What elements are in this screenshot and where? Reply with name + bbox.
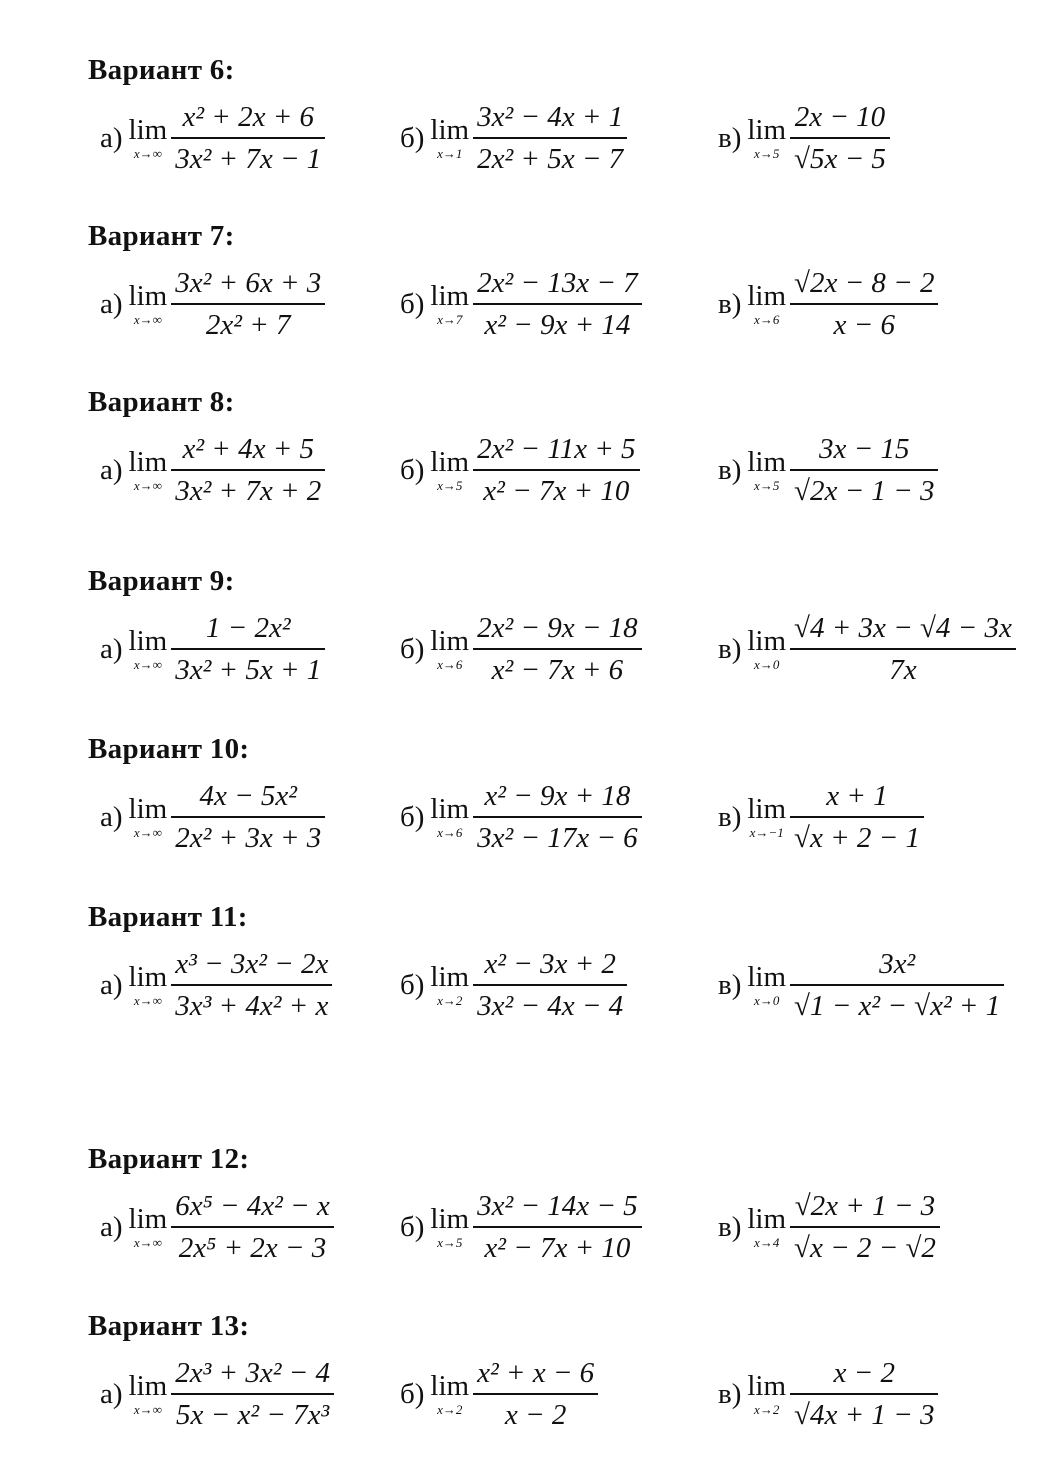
limit-subscript: x→∞ (133, 657, 162, 672)
problem-row (88, 254, 1028, 354)
denominator: 2x² + 7 (205, 309, 291, 341)
denominator: √2x − 1 − 3 (794, 475, 935, 507)
problem-label: в) (718, 800, 742, 833)
limit-subscript: x→2 (437, 1402, 463, 1417)
problem-label: б) (400, 121, 425, 154)
lim-word: lim (128, 1203, 168, 1235)
limit-operator (747, 627, 786, 671)
variant-block (88, 52, 1028, 188)
fraction (171, 1186, 334, 1268)
problem-label: а) (100, 287, 123, 320)
numerator: 3x² (879, 948, 916, 980)
limit-operator (129, 1372, 168, 1416)
limit-subscript: x→5 (754, 478, 780, 493)
problem-label: б) (400, 453, 425, 486)
limit-problem (400, 599, 642, 699)
fraction (171, 263, 325, 345)
variant-title: Вариант 6: (88, 54, 235, 86)
numerator: x² + x − 6 (477, 1357, 595, 1389)
limit-problem (400, 767, 642, 867)
problem-label: в) (718, 121, 742, 154)
lim-word: lim (128, 961, 168, 993)
fraction (171, 429, 325, 511)
limit-operator (747, 448, 786, 492)
limit-subscript: x→7 (437, 312, 463, 327)
limit-problem (100, 935, 332, 1035)
fraction (473, 776, 642, 858)
denominator: x² − 9x + 14 (484, 309, 631, 341)
limit-problem (100, 1177, 334, 1277)
numerator: x² − 3x + 2 (484, 948, 616, 980)
lim-word: lim (430, 625, 470, 657)
limit-operator (430, 116, 469, 160)
lim-word: lim (430, 114, 470, 146)
fraction (790, 944, 1004, 1026)
limit-problem (718, 1344, 938, 1444)
lim-word: lim (747, 1370, 787, 1402)
denominator: √1 − x² − √x² + 1 (794, 990, 1001, 1022)
problem-label: а) (100, 453, 123, 486)
problem-label: а) (100, 1210, 123, 1243)
fraction (473, 608, 642, 690)
denominator: 3x² + 5x + 1 (175, 654, 322, 686)
lim-word: lim (128, 280, 168, 312)
problem-label: в) (718, 1210, 742, 1243)
numerator: 6x⁵ − 4x² − x (175, 1190, 330, 1222)
fraction (790, 776, 924, 858)
fraction (473, 429, 639, 511)
variant-title: Вариант 12: (88, 1143, 250, 1175)
fraction (473, 263, 642, 345)
lim-word: lim (430, 1370, 470, 1402)
limit-subscript: x→∞ (133, 825, 162, 840)
problem-label: б) (400, 1210, 425, 1243)
limit-subscript: x→∞ (133, 993, 162, 1008)
numerator: 3x² − 4x + 1 (477, 101, 624, 133)
limit-subscript: x→2 (754, 1402, 780, 1417)
limit-subscript: x→∞ (133, 1235, 162, 1250)
numerator: 2x² − 9x − 18 (477, 612, 638, 644)
limit-subscript: x→∞ (133, 1402, 162, 1417)
limit-problem (718, 254, 938, 354)
limit-operator (747, 282, 786, 326)
lim-word: lim (747, 793, 787, 825)
lim-word: lim (430, 793, 470, 825)
lim-word: lim (747, 114, 787, 146)
lim-word: lim (747, 446, 787, 478)
limit-subscript: x→5 (437, 478, 463, 493)
limit-operator (129, 1205, 168, 1249)
limit-problem (400, 420, 640, 520)
limit-problem (400, 1344, 598, 1444)
problem-label: а) (100, 632, 123, 665)
limit-operator (430, 282, 469, 326)
numerator: √4 + 3x − √4 − 3x (794, 612, 1012, 644)
limit-problem (718, 420, 938, 520)
limit-subscript: x→6 (437, 825, 463, 840)
numerator: 2x² − 13x − 7 (477, 267, 638, 299)
lim-word: lim (128, 793, 168, 825)
denominator: √x − 2 − √2 (794, 1232, 936, 1264)
problem-row (88, 1344, 1028, 1444)
limit-operator (430, 795, 469, 839)
limit-operator (129, 116, 168, 160)
lim-word: lim (128, 446, 168, 478)
limit-subscript: x→5 (754, 146, 780, 161)
denominator: 3x² − 17x − 6 (477, 822, 638, 854)
denominator: √x + 2 − 1 (794, 822, 920, 854)
denominator: x² − 7x + 6 (491, 654, 624, 686)
variant-title: Вариант 13: (88, 1310, 250, 1342)
numerator: 3x² + 6x + 3 (175, 267, 322, 299)
limit-problem (718, 1177, 940, 1277)
variant-block (88, 1308, 1028, 1444)
fraction (790, 263, 938, 345)
denominator: 7x (889, 654, 917, 686)
problem-label: в) (718, 968, 742, 1001)
problem-row (88, 767, 1028, 867)
problem-label: б) (400, 800, 425, 833)
limit-problem (100, 254, 325, 354)
lim-word: lim (128, 625, 168, 657)
limit-operator (129, 963, 168, 1007)
numerator: 3x − 15 (819, 433, 910, 465)
lim-word: lim (430, 446, 470, 478)
problem-label: а) (100, 1377, 123, 1410)
denominator: √5x − 5 (794, 143, 886, 175)
limit-operator (430, 448, 469, 492)
lim-word: lim (747, 625, 787, 657)
lim-word: lim (430, 280, 470, 312)
limit-operator (430, 963, 469, 1007)
fraction (790, 608, 1016, 690)
denominator: x − 6 (833, 309, 895, 341)
fraction (790, 1353, 938, 1435)
problem-row (88, 1177, 1028, 1277)
denominator: x² − 7x + 10 (483, 475, 630, 507)
fraction (171, 776, 325, 858)
limit-problem (100, 599, 325, 699)
limit-operator (129, 282, 168, 326)
denominator: 2x⁵ + 2x − 3 (178, 1232, 327, 1264)
problem-label: б) (400, 1377, 425, 1410)
denominator: √4x + 1 − 3 (794, 1399, 935, 1431)
numerator: 2x − 10 (794, 101, 886, 133)
limit-subscript: x→1 (437, 146, 463, 161)
problem-label: б) (400, 632, 425, 665)
denominator: 5x − x² − 7x³ (176, 1399, 330, 1431)
limit-problem (718, 935, 1004, 1035)
variant-block (88, 731, 1028, 867)
limit-problem (100, 767, 325, 867)
numerator: x² + 2x + 6 (182, 101, 315, 133)
lim-word: lim (128, 114, 168, 146)
limit-problem (100, 420, 325, 520)
problem-label: в) (718, 287, 742, 320)
lim-word: lim (747, 961, 787, 993)
limit-problem (100, 88, 325, 188)
lim-word: lim (430, 1203, 470, 1235)
numerator: 3x² − 14x − 5 (477, 1190, 638, 1222)
numerator: x − 2 (833, 1357, 895, 1389)
fraction (790, 1186, 940, 1268)
numerator: 2x² − 11x + 5 (477, 433, 636, 465)
fraction (790, 429, 938, 511)
numerator: x³ − 3x² − 2x (175, 948, 329, 980)
limit-problem (718, 767, 924, 867)
denominator: 3x² − 4x − 4 (477, 990, 624, 1022)
limit-problem (400, 935, 627, 1035)
limit-subscript: x→∞ (133, 478, 162, 493)
limit-operator (430, 627, 469, 671)
fraction (473, 1186, 642, 1268)
variant-block (88, 899, 1028, 1035)
limit-subscript: x→−1 (749, 825, 784, 840)
numerator: x² − 9x + 18 (484, 780, 631, 812)
fraction (473, 97, 627, 179)
limit-subscript: x→∞ (133, 146, 162, 161)
fraction (473, 944, 627, 1026)
limit-operator (747, 1205, 786, 1249)
problem-label: б) (400, 968, 425, 1001)
denominator: 3x³ + 4x² + x (175, 990, 329, 1022)
variant-title: Вариант 8: (88, 386, 235, 418)
denominator: x² − 7x + 10 (484, 1232, 631, 1264)
limit-operator (430, 1205, 469, 1249)
limit-operator (747, 116, 786, 160)
limit-subscript: x→0 (754, 993, 780, 1008)
limit-operator (430, 1372, 469, 1416)
limit-operator (129, 448, 168, 492)
limit-subscript: x→6 (754, 312, 780, 327)
variant-block (88, 384, 1028, 520)
lim-word: lim (747, 1203, 787, 1235)
denominator: x − 2 (504, 1399, 567, 1431)
fraction (171, 944, 332, 1026)
numerator: 4x − 5x² (199, 780, 297, 812)
numerator: x + 1 (826, 780, 888, 812)
problem-row (88, 935, 1028, 1035)
numerator: x² + 4x + 5 (182, 433, 315, 465)
denominator: 3x² + 7x − 1 (175, 143, 322, 175)
fraction (790, 97, 890, 179)
limit-subscript: x→0 (754, 657, 780, 672)
denominator: 2x² + 3x + 3 (175, 822, 322, 854)
numerator: √2x + 1 − 3 (794, 1190, 936, 1222)
limit-operator (747, 963, 786, 1007)
limit-problem (718, 599, 1016, 699)
problem-row (88, 420, 1028, 520)
problem-label: б) (400, 287, 425, 320)
problem-label: в) (718, 1377, 742, 1410)
limit-operator (129, 627, 168, 671)
limit-operator (129, 795, 168, 839)
denominator: 2x² + 5x − 7 (477, 143, 624, 175)
variant-title: Вариант 7: (88, 220, 235, 252)
limit-problem (400, 254, 642, 354)
fraction (171, 608, 325, 690)
problem-label: а) (100, 968, 123, 1001)
lim-word: lim (747, 280, 787, 312)
limit-problem (400, 88, 627, 188)
limit-problem (400, 1177, 642, 1277)
lim-word: lim (430, 961, 470, 993)
limit-subscript: x→2 (437, 993, 463, 1008)
limit-operator (747, 1372, 786, 1416)
limit-subscript: x→5 (437, 1235, 463, 1250)
variant-block (88, 1141, 1028, 1277)
numerator: √2x − 8 − 2 (794, 267, 935, 299)
variant-title: Вариант 11: (88, 901, 248, 933)
problem-row (88, 88, 1028, 188)
limit-subscript: x→4 (754, 1235, 780, 1250)
numerator: 2x³ + 3x² − 4 (175, 1357, 330, 1389)
fraction (473, 1353, 598, 1435)
lim-word: lim (128, 1370, 168, 1402)
limit-problem (718, 88, 890, 188)
variant-block (88, 563, 1028, 699)
problem-label: а) (100, 121, 123, 154)
problem-label: в) (718, 632, 742, 665)
limit-subscript: x→6 (437, 657, 463, 672)
limit-operator (747, 795, 786, 839)
denominator: 3x² + 7x + 2 (175, 475, 322, 507)
problem-label: а) (100, 800, 123, 833)
fraction (171, 1353, 334, 1435)
variant-title: Вариант 10: (88, 733, 250, 765)
variant-block (88, 218, 1028, 354)
numerator: 1 − 2x² (205, 612, 291, 644)
variant-title: Вариант 9: (88, 565, 235, 597)
problem-row (88, 599, 1028, 699)
fraction (171, 97, 325, 179)
limit-subscript: x→∞ (133, 312, 162, 327)
limit-problem (100, 1344, 334, 1444)
problem-label: в) (718, 453, 742, 486)
